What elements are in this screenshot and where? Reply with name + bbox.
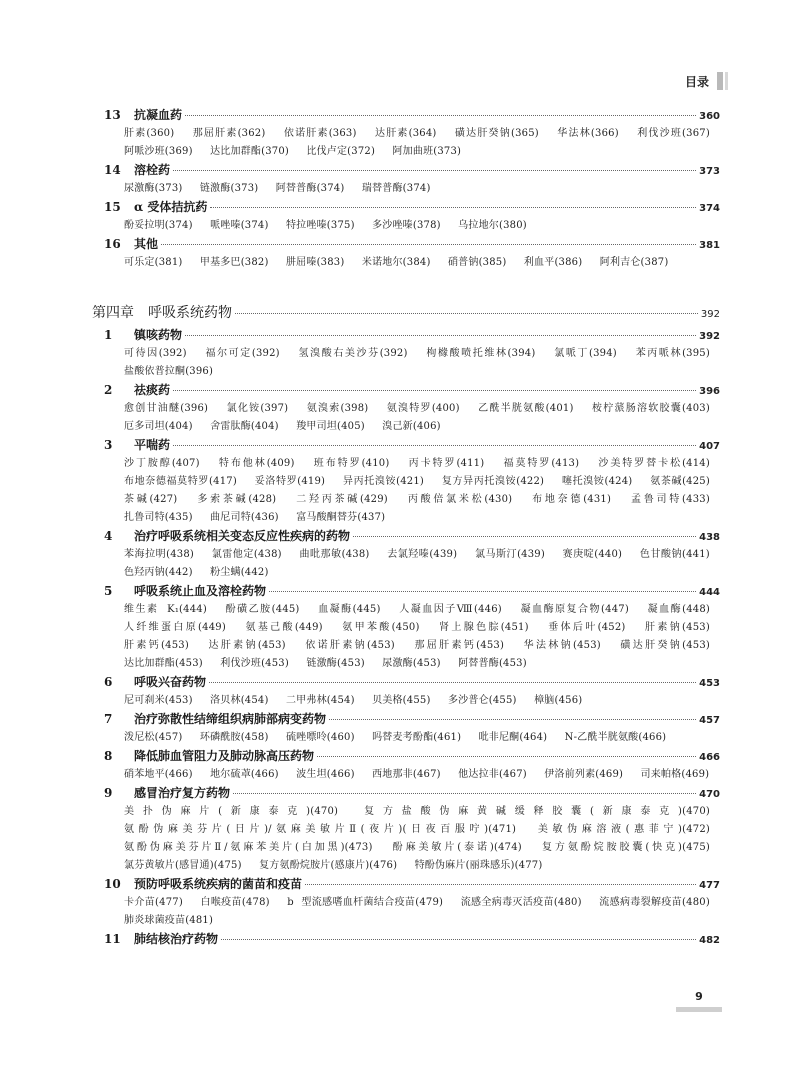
section-title: 抗凝血药: [134, 108, 183, 122]
drug-entry[interactable]: 曲尼司特(436): [210, 512, 279, 523]
section-number: 1: [104, 328, 113, 342]
drug-entry[interactable]: 华法林(366): [557, 128, 619, 139]
drug-entry[interactable]: 可待因(392): [124, 348, 187, 359]
drug-entry[interactable]: 达比加群酯(370): [210, 146, 289, 157]
section-number: 6: [104, 675, 113, 689]
toc-section: [92, 198, 720, 235]
toc-section: [92, 326, 720, 381]
drug-entry[interactable]: 达肝素钠(453): [208, 640, 286, 651]
drug-entry[interactable]: 特酚伪麻片(丽珠感乐)(477): [414, 860, 543, 871]
drug-entry[interactable]: 华法林钠(453): [523, 640, 601, 651]
drug-entry[interactable]: 维生素 K₁(444): [124, 604, 207, 615]
section-page: 381: [699, 240, 720, 251]
section-title: 降低肺血管阻力及肺动脉高压药物: [134, 749, 315, 763]
drug-entry[interactable]: 苯丙哌林(395): [635, 348, 710, 359]
section-heading[interactable]: [92, 326, 720, 345]
drug-entry[interactable]: 色羟丙钠(442): [124, 567, 193, 578]
section-heading[interactable]: [92, 161, 720, 180]
drug-entry[interactable]: 洛贝林(454): [210, 695, 269, 706]
section-title: 其他: [134, 237, 159, 251]
section-heading[interactable]: [92, 436, 720, 455]
leader-dots: [329, 719, 696, 720]
leader-dots: [317, 756, 696, 757]
section-number: 3: [104, 438, 113, 452]
toc-section: [92, 747, 720, 784]
drug-entry[interactable]: 哌唑嗪(374): [210, 220, 269, 231]
drug-entry[interactable]: 阿替普酶(453): [458, 658, 527, 669]
drug-entry[interactable]: 羧甲司坦(405): [296, 421, 365, 432]
drug-entry[interactable]: 丙卡特罗(411): [408, 458, 485, 469]
drug-list: [124, 546, 720, 582]
section-number: 13: [104, 108, 121, 122]
section-heading[interactable]: [92, 235, 720, 254]
drug-entry[interactable]: 异丙托溴铵(421): [342, 476, 425, 487]
leader-dots: [209, 682, 696, 683]
drug-entry[interactable]: 氯化铵(397): [226, 403, 289, 414]
drug-entry[interactable]: 尿激酶(453): [382, 658, 441, 669]
section-title: 呼吸系统止血及溶栓药物: [134, 584, 267, 598]
drug-entry[interactable]: 扎鲁司特(435): [124, 512, 193, 523]
drug-entry[interactable]: 多沙普仑(455): [447, 695, 517, 706]
drug-entry[interactable]: 可乐定(381): [124, 257, 183, 268]
toc-content: [92, 106, 720, 949]
drug-entry[interactable]: 特布他林(409): [218, 458, 295, 469]
drug-entry[interactable]: 班布特罗(410): [313, 458, 390, 469]
drug-entry[interactable]: 他达拉非(467): [458, 769, 527, 780]
drug-entry[interactable]: 氨溴索(398): [306, 403, 369, 414]
leader-dots: [173, 390, 696, 391]
drug-entry[interactable]: 噻托溴铵(424): [561, 476, 633, 487]
drug-entry[interactable]: 氯雷他定(438): [211, 549, 282, 560]
drug-list: [124, 217, 720, 235]
toc-section: [92, 381, 720, 436]
drug-list: [124, 400, 720, 436]
section-title: 溶栓药: [134, 163, 171, 177]
drug-list: [124, 345, 720, 381]
section-page: 373: [699, 166, 720, 177]
drug-entry[interactable]: 流感全病毒灭活疫苗(480): [460, 897, 582, 908]
section-heading[interactable]: [92, 784, 720, 803]
toc-sections-previous-chapter: [92, 106, 720, 272]
leader-dots: [161, 244, 696, 245]
section-page: 392: [699, 331, 720, 342]
drug-entry[interactable]: 吡非尼酮(464): [478, 732, 548, 743]
drug-entry[interactable]: 波生坦(466): [296, 769, 355, 780]
section-heading[interactable]: [92, 930, 720, 949]
drug-entry[interactable]: 链激酶(453): [306, 658, 365, 669]
drug-entry[interactable]: 福尔可定(392): [205, 348, 280, 359]
drug-entry[interactable]: 肝素钠(453): [645, 622, 710, 633]
page-header: [685, 72, 728, 90]
drug-entry[interactable]: 特拉唑嗪(375): [285, 220, 355, 231]
drug-entry[interactable]: 氯马斯汀(439): [474, 549, 545, 560]
drug-entry[interactable]: 沙美特罗替卡松(414): [598, 458, 710, 469]
section-number: 4: [104, 529, 113, 543]
drug-entry[interactable]: 肝素钙(453): [124, 640, 189, 651]
drug-entry[interactable]: 尼可刹米(453): [124, 695, 193, 706]
drug-entry[interactable]: 氨酚伪麻美芬片(日片)/氨麻美敏片Ⅱ(夜片)(日夜百服咛)(471): [124, 824, 517, 835]
section-number: 2: [104, 383, 113, 397]
drug-entry[interactable]: 乙酰半胱氨酸(401): [478, 403, 574, 414]
drug-entry[interactable]: 美敏伪麻溶液(惠菲宁)(472): [537, 824, 710, 835]
drug-entry[interactable]: 复方异丙托溴铵(422): [441, 476, 545, 487]
drug-list: [124, 125, 720, 161]
leader-dots: [353, 536, 696, 537]
leader-dots: [185, 115, 696, 116]
toc-section: [92, 235, 720, 272]
header-title: 目录: [684, 74, 709, 89]
section-page: 407: [699, 441, 720, 452]
drug-entry[interactable]: 阿加曲班(373): [392, 146, 462, 157]
section-page: 477: [699, 880, 720, 891]
section-heading[interactable]: [92, 527, 720, 546]
section-title: 肺结核治疗药物: [134, 932, 219, 946]
drug-entry[interactable]: 凝血酶(448): [647, 604, 711, 615]
drug-entry[interactable]: 阿哌沙班(369): [124, 146, 193, 157]
toc-section: [92, 784, 720, 875]
drug-entry[interactable]: 卡介苗(477): [124, 897, 183, 908]
drug-entry[interactable]: 酚妥拉明(374): [124, 220, 193, 231]
drug-entry[interactable]: 富马酸酮替芬(437): [296, 512, 386, 523]
leader-dots: [235, 313, 698, 314]
drug-entry[interactable]: 樟脑(456): [534, 695, 583, 706]
drug-list: [124, 455, 720, 527]
header-bar-decoration-light: [725, 72, 728, 90]
section-page: 470: [699, 789, 720, 800]
toc-section: [92, 436, 720, 527]
drug-entry[interactable]: 氨基己酸(449): [245, 622, 323, 633]
drug-entry[interactable]: 硝普钠(385): [447, 257, 507, 268]
toc-section: [92, 875, 720, 930]
drug-entry[interactable]: 溴己新(406): [382, 421, 441, 432]
leader-dots: [305, 884, 696, 885]
drug-list: [124, 254, 720, 272]
drug-list: [124, 692, 720, 710]
drug-entry[interactable]: 赛庚啶(440): [562, 549, 623, 560]
page-number-underline: [676, 1007, 722, 1012]
chapter-heading[interactable]: [92, 302, 720, 324]
section-number: 9: [104, 786, 113, 800]
drug-entry[interactable]: 硫唑嘌呤(460): [285, 732, 355, 743]
toc-section: [92, 710, 720, 747]
drug-entry[interactable]: 布地奈德福莫特罗(417): [124, 476, 237, 487]
drug-entry[interactable]: 地尔硫䓬(466): [210, 769, 279, 780]
toc-sections-chapter-four: [92, 326, 720, 949]
leader-dots: [221, 939, 696, 940]
header-bar-decoration: [717, 72, 723, 90]
drug-entry[interactable]: 阿替普酶(374): [275, 183, 345, 194]
leader-dots: [173, 170, 696, 171]
section-page: 466: [699, 752, 720, 763]
section-heading[interactable]: [92, 875, 720, 894]
drug-entry[interactable]: 复方氨酚烷胺片(感康片)(476): [259, 860, 398, 871]
drug-entry[interactable]: 苯海拉明(438): [124, 549, 195, 560]
drug-entry[interactable]: 磺达肝癸钠(453): [620, 640, 711, 651]
chapter-page: 392: [700, 309, 720, 320]
section-heading[interactable]: [92, 582, 720, 601]
drug-entry[interactable]: 贝美格(455): [372, 695, 431, 706]
drug-entry[interactable]: 氨溴特罗(400): [386, 403, 460, 414]
section-page: 482: [699, 935, 720, 946]
drug-entry[interactable]: 流感病毒裂解疫苗(480): [599, 897, 710, 908]
drug-entry[interactable]: 乌拉地尔(380): [458, 220, 527, 231]
section-number: 15: [104, 200, 121, 214]
section-number: 14: [104, 163, 121, 177]
drug-entry[interactable]: 曲吡那敏(438): [299, 549, 370, 560]
section-title: 祛痰药: [134, 383, 171, 397]
drug-entry[interactable]: 氨甲苯酸(450): [342, 622, 420, 633]
toc-section: [92, 673, 720, 710]
section-title: 感冒治疗复方药物: [134, 786, 231, 800]
section-heading[interactable]: [92, 710, 720, 729]
drug-entry[interactable]: 丙酸倍氯米松(430): [407, 494, 513, 505]
drug-entry[interactable]: 泼尼松(457): [124, 732, 183, 743]
section-heading[interactable]: [92, 198, 720, 217]
drug-entry[interactable]: 粉尘螨(442): [210, 567, 269, 578]
drug-entry[interactable]: 福莫特罗(413): [503, 458, 580, 469]
drug-entry[interactable]: 那屈肝素(362): [192, 128, 266, 139]
drug-entry[interactable]: 氯芬黄敏片(感冒通)(475): [124, 860, 242, 871]
leader-dots: [210, 207, 696, 208]
drug-entry[interactable]: 伊洛前列素(469): [544, 769, 624, 780]
drug-entry[interactable]: 愈创甘油醚(396): [124, 403, 209, 414]
drug-entry[interactable]: 多索茶碱(428): [197, 494, 277, 505]
section-page: 457: [699, 715, 720, 726]
section-title: 预防呼吸系统疾病的菌苗和疫苗: [134, 877, 303, 891]
drug-entry[interactable]: 阿利吉仑(387): [599, 257, 669, 268]
section-page: 438: [699, 532, 720, 543]
drug-list: [124, 729, 720, 747]
drug-entry[interactable]: 比伐卢定(372): [306, 146, 376, 157]
chapter-title: 第四章 呼吸系统药物: [92, 305, 232, 321]
drug-entry[interactable]: 环磷酰胺(458): [199, 732, 269, 743]
section-title: 治疗呼吸系统相关变态反应性疾病的药物: [134, 529, 351, 543]
drug-entry[interactable]: 利血平(386): [523, 257, 583, 268]
drug-entry[interactable]: 多沙唑嗪(378): [372, 220, 441, 231]
drug-entry[interactable]: 桉柠蒎肠溶软胶囊(403): [592, 403, 710, 414]
drug-entry[interactable]: 二羟丙茶碱(429): [296, 494, 388, 505]
section-heading[interactable]: [92, 673, 720, 692]
drug-entry[interactable]: 达比加群酯(453): [124, 658, 203, 669]
drug-entry[interactable]: 盐酸依普拉酮(396): [124, 366, 214, 377]
drug-list: [124, 601, 720, 673]
drug-entry[interactable]: 茶碱(427): [124, 494, 178, 505]
section-title: 治疗弥散性结缔组织病肺部病变药物: [134, 712, 327, 726]
section-heading[interactable]: [92, 106, 720, 125]
drug-entry[interactable]: 复方盐酸伪麻黄碱缓释胶囊(新康泰克)(470): [364, 806, 710, 817]
drug-entry[interactable]: 白喉疫苗(478): [200, 897, 270, 908]
drug-entry[interactable]: 吗替麦考酚酯(461): [372, 732, 462, 743]
drug-entry[interactable]: 尿激酶(373): [124, 183, 183, 194]
drug-entry[interactable]: 酚麻美敏片(泰诺)(474): [392, 842, 522, 853]
drug-entry[interactable]: 司来帕格(469): [640, 769, 710, 780]
drug-entry[interactable]: 肼屈嗪(383): [285, 257, 345, 268]
section-page: 374: [699, 203, 720, 214]
drug-entry[interactable]: 肝素(360): [124, 128, 175, 139]
section-heading[interactable]: [92, 381, 720, 400]
drug-entry[interactable]: 酚磺乙胺(445): [225, 604, 300, 615]
drug-entry[interactable]: 布地奈德(431): [532, 494, 612, 505]
section-number: 16: [104, 237, 121, 251]
drug-entry[interactable]: 依诺肝素(363): [283, 128, 357, 139]
drug-entry[interactable]: 肺炎球菌疫苗(481): [124, 915, 214, 926]
toc-section: [92, 527, 720, 582]
drug-entry[interactable]: 甲基多巴(382): [199, 257, 269, 268]
drug-entry[interactable]: N-乙酰半胱氨酸(466): [564, 732, 667, 743]
drug-entry[interactable]: 人纤维蛋白原(449): [124, 622, 226, 633]
drug-entry[interactable]: 氯哌丁(394): [554, 348, 617, 359]
drug-entry[interactable]: 复方氨酚烷胺胶囊(快克)(475): [542, 842, 710, 853]
leader-dots: [185, 335, 696, 336]
drug-entry[interactable]: 凝血酶原复合物(447): [520, 604, 629, 615]
section-number: 10: [104, 877, 121, 891]
section-page: 360: [699, 111, 720, 122]
drug-list: [124, 803, 720, 875]
leader-dots: [269, 591, 696, 592]
drug-entry[interactable]: 去氯羟嗪(439): [387, 549, 458, 560]
toc-section: [92, 106, 720, 161]
leader-dots: [173, 445, 696, 446]
drug-entry[interactable]: 西地那非(467): [372, 769, 441, 780]
drug-entry[interactable]: 舍雷肽酶(404): [210, 421, 279, 432]
drug-entry[interactable]: 利伐沙班(367): [637, 128, 710, 139]
drug-entry[interactable]: 利伐沙班(453): [220, 658, 289, 669]
drug-entry[interactable]: 链激酶(373): [199, 183, 259, 194]
section-title: α 受体拮抗药: [134, 200, 208, 214]
toc-section: [92, 161, 720, 198]
toc-section: [92, 930, 720, 949]
toc-section: [92, 582, 720, 673]
drug-entry[interactable]: 依诺肝素钠(453): [305, 640, 395, 651]
drug-entry[interactable]: 氨酚伪麻美芬片Ⅱ/氨麻苯美片(白加黑)(473): [124, 842, 373, 853]
section-number: 5: [104, 584, 113, 598]
drug-entry[interactable]: 妥洛特罗(419): [254, 476, 326, 487]
drug-entry[interactable]: 美扑伪麻片(新康泰克)(470): [124, 806, 339, 817]
drug-entry[interactable]: 垂体后叶(452): [548, 622, 626, 633]
drug-entry[interactable]: 达肝素(364): [375, 128, 437, 139]
section-page: 396: [699, 386, 720, 397]
drug-entry[interactable]: 人凝血因子Ⅷ(446): [399, 604, 502, 615]
drug-entry[interactable]: 厄多司坦(404): [124, 421, 193, 432]
drug-entry[interactable]: 二甲弗林(454): [285, 695, 355, 706]
drug-entry[interactable]: 沙丁胺醇(407): [124, 458, 200, 469]
drug-entry[interactable]: b 型流感嗜血杆菌结合疫苗(479): [287, 897, 444, 908]
drug-entry[interactable]: 米诺地尔(384): [361, 257, 431, 268]
leader-dots: [233, 793, 696, 794]
drug-list: [124, 180, 720, 198]
drug-list: [124, 894, 720, 930]
section-number: 8: [104, 749, 113, 763]
section-number: 11: [104, 932, 121, 946]
section-title: 呼吸兴奋药物: [134, 675, 207, 689]
drug-entry[interactable]: 氨茶碱(425): [650, 476, 710, 487]
drug-entry[interactable]: 磺达肝癸钠(365): [454, 128, 539, 139]
section-heading[interactable]: [92, 747, 720, 766]
drug-list: [124, 766, 720, 784]
drug-entry[interactable]: 瑞替普酶(374): [361, 183, 431, 194]
drug-entry[interactable]: 枸橼酸喷托维林(394): [426, 348, 536, 359]
section-title: 镇咳药物: [134, 328, 183, 342]
section-title: 平喘药: [134, 438, 171, 452]
drug-entry[interactable]: 肾上腺色腙(451): [439, 622, 529, 633]
page-number: [676, 990, 722, 1012]
drug-entry[interactable]: 硝苯地平(466): [124, 769, 193, 780]
page-number-label: 9: [695, 990, 703, 1003]
drug-entry[interactable]: 血凝酶(445): [318, 604, 381, 615]
drug-entry[interactable]: 那屈肝素钙(453): [414, 640, 505, 651]
section-page: 444: [699, 587, 720, 598]
drug-entry[interactable]: 孟鲁司特(433): [631, 494, 710, 505]
section-number: 7: [104, 712, 113, 726]
drug-entry[interactable]: 色甘酸钠(441): [639, 549, 710, 560]
drug-entry[interactable]: 氢溴酸右美沙芬(392): [298, 348, 408, 359]
section-page: 453: [699, 678, 720, 689]
